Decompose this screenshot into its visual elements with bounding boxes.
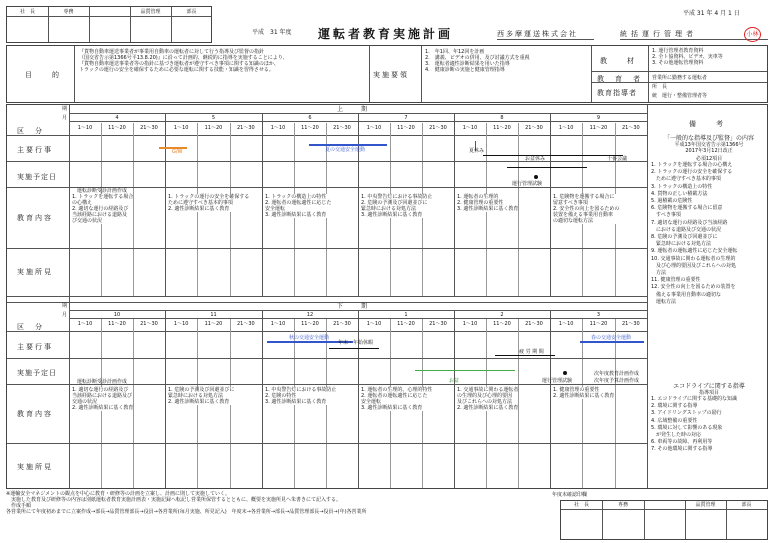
approval-bottom-title: 年度末確認印欄 [552, 492, 588, 498]
content-line: 1. 健康管理の重要性 [553, 387, 600, 393]
remarks-item: 11. 健康管理の重要性 [651, 277, 701, 284]
lower-period-title: 下 期 [337, 303, 368, 310]
upper-content-month-5 [457, 194, 518, 212]
upper-content-month-6 [553, 194, 619, 224]
upper-subdiv: 1～10 [270, 125, 286, 131]
month-5: 5 [211, 115, 216, 121]
content-line: 1. 運転者の生理的 [457, 194, 499, 200]
approval-cell-5: 部長 [186, 9, 197, 15]
content-line: 2. 適性診断結果に基く教育 [168, 206, 230, 212]
materials-item-1: 1. 運行管理者教育資料 [652, 48, 704, 54]
month-2: 2 [500, 312, 504, 318]
division-label-lower: 区 分 [17, 323, 44, 331]
month-3: 3 [596, 312, 601, 318]
summer-traffic-label: 夏の交通安全運動 [325, 147, 366, 153]
content-line: 1. 適切な運行の経路及び [72, 387, 129, 393]
yearend-label: 年末・年始休暇 [338, 340, 374, 346]
upper-subdiv: 11～20 [204, 125, 223, 131]
tired-period-label: 疲 労 期 間 [519, 349, 544, 355]
remarks-item: ために遵守すべき基本的事項 [651, 176, 721, 183]
eco-title: エコドライブに関する指導 [673, 383, 745, 390]
purpose-line-1: 『貨物自動車運送事業者が事業用自動車の運転者に対して行う指導及び監督の指針 [79, 49, 265, 55]
upper-subdiv: 21～30 [333, 125, 351, 131]
lower-content-month-4 [361, 387, 432, 411]
content-line: 緊急時における対処方法 [168, 393, 224, 399]
eco-item: 4. 広域整備の重要性 [651, 417, 698, 424]
impl-item-3: 3. 運転者適性診断結果を用いた指導 [425, 61, 510, 67]
row-label-plan-lower: 実施予定日 [17, 369, 57, 377]
instructor-value: 所 長 [652, 84, 668, 90]
content-line: 2. 適性診断結果に基く教育 [553, 393, 615, 399]
row-label-result-upper: 実施所見 [17, 268, 53, 276]
content-line: 2. 危険の予測及び回避並びに [361, 200, 428, 206]
materials-label: 教 材 [600, 57, 636, 65]
page-title: 運転者教育実施計画 [318, 27, 454, 41]
lower-subdiv: 21～30 [140, 321, 158, 327]
row-label-main-upper: 主要行事 [17, 146, 53, 154]
lower-subdiv: 1～10 [270, 321, 286, 327]
impl-item-4: 4. 健康診断の実施と健康管理指導 [425, 67, 505, 73]
month-8: 8 [500, 115, 504, 121]
content-line: 1. トラックの運行の安全を確保する [168, 194, 250, 200]
schedule-grid [6, 104, 768, 489]
eco-item: 5. 環境に対して影響のある現象 [651, 424, 723, 431]
upper-subdiv: 21～30 [525, 125, 543, 131]
content-line: 2. 適性診断結果に基く教育 [168, 399, 230, 405]
upper-subdiv: 11～20 [397, 125, 415, 131]
content-line: ために遵守すべき基本的事項 [168, 200, 233, 206]
purpose-line-3: 『貨物自動車運送事業者等の指針に基づき運転者が遵守すべき事項に関する知識のほか、 [79, 61, 279, 67]
lower-subdiv: 11～20 [397, 321, 415, 327]
lower-subdiv: 21～30 [333, 321, 351, 327]
eco-sub: 指導項目 [698, 390, 719, 396]
lower-subdiv: 21～30 [621, 321, 640, 327]
purpose-label: 目 的 [25, 71, 61, 79]
content-line: 3. 適性診断結果に基く教育 [457, 206, 519, 212]
approval-table-top [6, 6, 212, 43]
holiday-label: お盆 [449, 378, 460, 384]
remarks-item: 備える事業用自動車の適切な [651, 291, 722, 298]
remarks-item: 8. 危険の予測及び回避並びに [651, 234, 718, 241]
content-line: 1. 交通事故に関わる運転者 [457, 387, 519, 393]
lower-subdiv: 11～20 [493, 321, 511, 327]
aptitude-plan-upper: 運転診断受診計画作成 [77, 188, 128, 194]
upper-subdiv: 11～20 [301, 125, 319, 131]
instructor-label: 教育指導者 [597, 89, 637, 97]
lower-subdiv: 1～10 [558, 321, 574, 327]
content-line: 装置を備える事業用自動車 [553, 212, 614, 218]
content-line: 3. 適性診断結果に基く教育 [265, 212, 327, 218]
lower-subdiv: 1～10 [77, 321, 93, 327]
approval-bottom-cell-1: 社 長 [573, 502, 589, 508]
approval-cell-2: 専務 [63, 9, 74, 15]
month-1: 1 [404, 312, 408, 318]
content-line: 緊急時における対処方法 [361, 206, 417, 212]
remarks-item: 及び心理的要因及びこれらへの対処 [651, 262, 737, 269]
remarks-item: 10. 交通事故に関わる運転者の生理的 [651, 255, 736, 262]
exam-marker [534, 175, 538, 179]
upper-subdiv: 1～10 [77, 125, 93, 131]
remarks-subhead: 必須12項目 [695, 156, 723, 162]
next-year-plan: 次年度教育計画作成 [594, 371, 640, 377]
remarks-item: 6. 危険物を運搬する場合に留意 [651, 205, 723, 212]
content-line: 安全運転 [265, 206, 286, 212]
upper-subdiv: 21～30 [140, 125, 158, 131]
remarks-title: 「一般的な指導及び監督」の内容 [663, 135, 754, 142]
content-line: 1. 危険物を運搬する場合に [553, 194, 615, 200]
content-line: 当該経路における道路及び [72, 393, 133, 399]
upper-subdiv: 1～10 [462, 125, 478, 131]
educator-value: 営業所に勤務する運転者 [652, 75, 708, 81]
content-line: の適切な運転方法 [553, 218, 594, 224]
content-line: 及びこれらへの対処方法 [457, 399, 513, 405]
month-4: 4 [115, 115, 119, 121]
remarks-sub-2: 2017年3月12日改正 [685, 148, 733, 154]
educator-label: 教 育 者 [597, 75, 642, 83]
upper-subdiv: 1～10 [173, 125, 189, 131]
month-label-lower: 月 [62, 312, 68, 318]
content-line: 2. 健康管理の重要性 [457, 200, 504, 206]
eco-item: 6. 車両等の故障、再利用等 [651, 439, 713, 446]
lower-subdiv: 21～30 [429, 321, 447, 327]
content-line: の心構え [72, 200, 93, 206]
content-line: 1. 中央警告灯における事故防止 [265, 387, 337, 393]
content-line: 交通の状況 [72, 399, 98, 405]
ten-meeting-label: 十番会議 [607, 156, 628, 162]
spring-traffic-label: 春の交通安全運動 [591, 335, 632, 341]
holiday-arrow [415, 370, 515, 371]
content-line: 2. 危険の特性 [265, 393, 297, 399]
autumn-traffic-label: 秋の交通安全運動 [289, 335, 330, 341]
approval-table-bottom [560, 500, 768, 540]
lower-subdiv: 1～10 [173, 321, 189, 327]
document-date: 平成 31 年 4 月 1 日 [683, 10, 740, 17]
month-6: 6 [308, 115, 312, 121]
lower-content-month-6 [553, 387, 614, 399]
content-line: 留意すべき事項 [553, 200, 588, 206]
summer-traffic-arrow [309, 144, 387, 146]
upper-content-month-4 [361, 194, 432, 218]
june-meeting-label: お盆休み [525, 156, 546, 162]
company-name: 西多摩運送株式会社 [497, 30, 578, 38]
content-line: び交通の状況 [72, 218, 103, 224]
month-12: 12 [306, 312, 314, 318]
row-label-plan-upper: 実施予定日 [17, 173, 57, 181]
instructor-value-2: 統 運行・整備管理者等 [652, 93, 708, 99]
fiscal-year: 平成 31 年度 [252, 29, 292, 36]
lower-content-month-5 [457, 387, 518, 411]
eco-item: が発生した時の対応 [651, 432, 702, 439]
upper-subdiv: 21～30 [621, 125, 640, 131]
period-label-lower: 期 [62, 303, 68, 309]
content-line: 当該経路における道路及 [72, 212, 128, 218]
upper-content-month-3 [265, 194, 331, 218]
remarks-item: すべき事項 [651, 212, 681, 219]
aptitude-plan-lower: 運転診断受診計画作成 [77, 379, 128, 385]
content-line: 2. 運転者の運転適性に応じた [361, 393, 428, 399]
eco-item: 1. エコドライブに関する基礎的な知識 [651, 396, 738, 402]
ops-exam-label-lower: 運行管理試験 [542, 378, 573, 384]
next-year-budget: 次年度予算計画作成 [594, 378, 640, 384]
row-label-content-lower: 教育内容 [17, 410, 53, 418]
content-line: 3. 適性診断結果に基く教育 [361, 212, 423, 218]
row-label-content-upper: 教育内容 [17, 214, 53, 222]
lower-subdiv: 11～20 [108, 321, 126, 327]
lower-subdiv: 1～10 [462, 321, 478, 327]
month-11: 11 [210, 312, 217, 318]
row-label-result-lower: 実施所見 [17, 463, 53, 471]
eco-item: 2. 環境に関する指導 [651, 403, 698, 410]
upper-subdiv: 1～10 [558, 125, 574, 131]
lower-subdiv: 1～10 [366, 321, 382, 327]
content-line: 1. 危険の予測及び回避並びに [168, 387, 235, 393]
remarks-item: 7. 適切な運行の経路及び当該経路 [651, 219, 728, 226]
content-line: 2. 適性診断結果に基く教育 [457, 405, 519, 411]
implementation-label: 実施要領 [373, 71, 409, 79]
exam-marker-lower [563, 371, 567, 375]
content-line: 3. 適性診断結果に基く教育 [361, 405, 423, 411]
approval-bottom-cell-4: 品質管理 [695, 502, 716, 508]
row-label-main-lower: 主要行事 [17, 343, 53, 351]
content-line: 1. 運転者の生理的、心理的特性 [361, 387, 433, 393]
impl-item-2: 2. 講義、ビデオの併用、及び討議方式を重視 [425, 55, 530, 61]
footer-line-4: 各営業所にて年度初めまでに立案作成→部長→品質管理部長→役員→各営業所(毎月実施、所見記入) 年度末→各営業所→部長→品質管理部長→役員→(年)各営業所 [6, 509, 367, 515]
impl-item-1: 1. 年1回、年12回を計画 [425, 49, 485, 55]
remarks-item: 5. 過積載の危険性 [651, 198, 693, 205]
remarks-item: 緊急時における対処方法 [651, 241, 712, 248]
eco-item: 3. アイドリングストップの励行 [651, 410, 722, 417]
division-label-upper: 区 分 [17, 127, 44, 135]
footer-line-1: ※運輸安全マネジメントの観点を中心に教育・研修等の計画を立案し、計画に則して実施していく。 [6, 491, 230, 497]
remarks-label: 備 考 [689, 120, 725, 128]
lower-content-month-1 [72, 387, 133, 411]
remarks-sub-1: 平成13年国交省告示第1366号 [674, 142, 744, 148]
remarks-item: 方法 [651, 270, 667, 277]
content-line: 1. トラックの構造上の特性 [265, 194, 327, 200]
month-label-upper: 月 [62, 115, 68, 121]
footer-line-3: 作成手順 [6, 503, 32, 509]
obon-label: 夏休み [469, 148, 485, 154]
lower-subdiv: 11～20 [589, 321, 608, 327]
content-line: 1. 中央警告灯における事故防止 [361, 194, 433, 200]
remarks-item: における道路及び交通の状況 [651, 226, 722, 233]
footer-line-2: 実施した教育及び研修等の内容は別紙運転者教育実施計画表・実施記録へ転記し営業所保管するとともに、概要を実施所見へ朱書きにて記入する。 [6, 497, 342, 503]
lower-subdiv: 21～30 [525, 321, 543, 327]
eco-item: 7. その他環境に関する指導 [651, 446, 713, 453]
upper-subdiv: 11～20 [493, 125, 511, 131]
month-10: 10 [113, 312, 121, 318]
content-line: 2. 適性診断結果に基く教育 [72, 405, 134, 411]
lower-content-month-2 [168, 387, 234, 405]
content-line: 2. 運転者の運転適性に応じた [265, 200, 332, 206]
approval-cell-1: 社 長 [19, 9, 35, 15]
gw-label: G/W [172, 149, 183, 155]
content-line: 2. 安全性の向上を図るための [553, 206, 620, 212]
upper-subdiv: 11～20 [108, 125, 126, 131]
remarks-item: 9. 運転者の運転適性に応じた安全運転 [651, 248, 738, 255]
remarks-item: 2. トラックの運行の安全を確保する [651, 169, 733, 176]
remarks-item: 3. トラックの構造上の特性 [651, 183, 713, 190]
purpose-line-4: トラックの運行の安全を確保するために必要な運転に関する技能・知識を習得させる。 [79, 67, 274, 73]
upper-subdiv: 21～30 [236, 125, 255, 131]
period-label-upper: 期 [62, 106, 68, 112]
manager-title: 統括運行管理者 [620, 30, 697, 38]
content-line: 1. トラックを運転する場合 [72, 194, 134, 200]
lower-subdiv: 21～30 [236, 321, 255, 327]
manager-seal-stamp: 小林 [744, 27, 761, 42]
upper-subdiv: 11～20 [589, 125, 608, 131]
upper-subdiv: 21～30 [429, 125, 447, 131]
approval-bottom-cell-5: 部長 [741, 502, 752, 508]
content-line: 安全運転 [361, 399, 382, 405]
materials-item-3: 3. その他運転管理資料 [652, 60, 704, 66]
remarks-item: 運転方法 [651, 298, 677, 305]
purpose-line-2: （国交省告示第1366号平13.8.20)』に沿って計画的、継続的に指導を実施することにより、 [79, 55, 288, 61]
lower-content-month-3 [265, 387, 336, 405]
remarks-item: 1. トラックを運転する場合の心構え [651, 162, 733, 168]
remarks-item: 4. 貨物の正しい積載方法 [651, 190, 708, 197]
upper-subdiv: 1～10 [366, 125, 382, 131]
ops-exam-label: 運行管理試験 [512, 181, 543, 187]
content-line: 3. 適性診断結果に基く教育 [265, 399, 327, 405]
upper-content-month-2 [168, 194, 249, 212]
materials-item-2: 2. 全ト協資料、ビデオ、実車等 [652, 54, 723, 60]
content-line: の生理的及び心理的要因 [457, 393, 513, 399]
content-line: 2. 適切な運行の経路及び [72, 206, 129, 212]
month-7: 7 [404, 115, 408, 121]
approval-bottom-cell-2: 専務 [617, 502, 628, 508]
upper-period-title: 上 期 [337, 106, 368, 113]
lower-subdiv: 11～20 [204, 321, 223, 327]
remarks-item: 12. 安全性の向上を図るための装置を [651, 284, 736, 291]
purpose-block [6, 45, 768, 103]
month-9: 9 [596, 115, 601, 121]
upper-content-month-1 [72, 194, 133, 224]
lower-subdiv: 11～20 [301, 321, 319, 327]
approval-cell-4: 品質管理 [140, 9, 161, 15]
spring-traffic-arrow [580, 341, 644, 343]
